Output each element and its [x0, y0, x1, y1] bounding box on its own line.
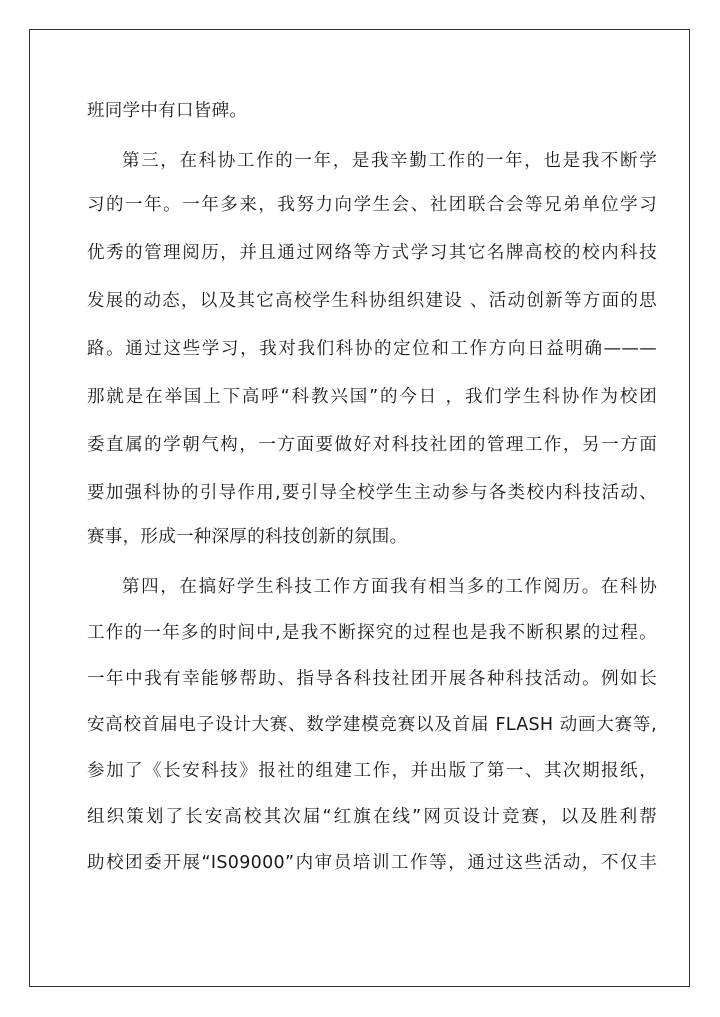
- text-line: 工作的一年多的时间中,是我不断探究的过程也是我不断积累的过程。: [87, 623, 657, 643]
- text-line: 安高校首届电子设计大赛、数学建模竞赛以及首届 FLASH 动画大赛等,: [87, 715, 657, 735]
- text-line: 路。通过这些学习，我对我们科协的定位和工作方向日益明确———: [87, 339, 657, 359]
- text-line: 班同学中有口皆碑。: [87, 101, 248, 121]
- text-line: 发展的动态，以及其它高校学生科协组织建设 、活动创新等方面的思: [87, 291, 657, 311]
- text-line: 组织策划了长安高校其次届“红旗在线”网页设计竞赛，以及胜利帮: [87, 807, 657, 827]
- text-line: 第四，在搞好学生科技工作方面我有相当多的工作阅历。在科协: [122, 577, 657, 597]
- text-line: 一年中我有幸能够帮助、指导各科技社团开展各种科技活动。例如长: [87, 669, 657, 689]
- text-line: 习的一年。一年多来，我努力向学生会、社团联合会等兄弟单位学习: [87, 195, 657, 215]
- text-line: 那就是在举国上下高呼“科教兴国”的今日 ，我们学生科协作为校团: [87, 387, 657, 407]
- text-line: 优秀的管理阅历，并且通过网络等方式学习其它名牌高校的校内科技: [87, 243, 657, 263]
- text-line: 参加了《长安科技》报社的组建工作，并出版了第一、其次期报纸，: [87, 761, 657, 781]
- text-line: 第三，在科协工作的一年，是我辛勤工作的一年，也是我不断学: [122, 151, 657, 171]
- text-line: 委直属的学朝气构，一方面要做好对科技社团的管理工作，另一方面: [87, 435, 657, 455]
- text-line: 助校团委开展“IS09000”内审员培训工作等，通过这些活动，不仅丰: [87, 853, 657, 873]
- text-line: 要加强科协的引导作用,要引导全校学生主动参与各类校内科技活动、: [87, 483, 657, 503]
- text-line: 赛事，形成一种深厚的科技创新的氛围。: [87, 527, 408, 547]
